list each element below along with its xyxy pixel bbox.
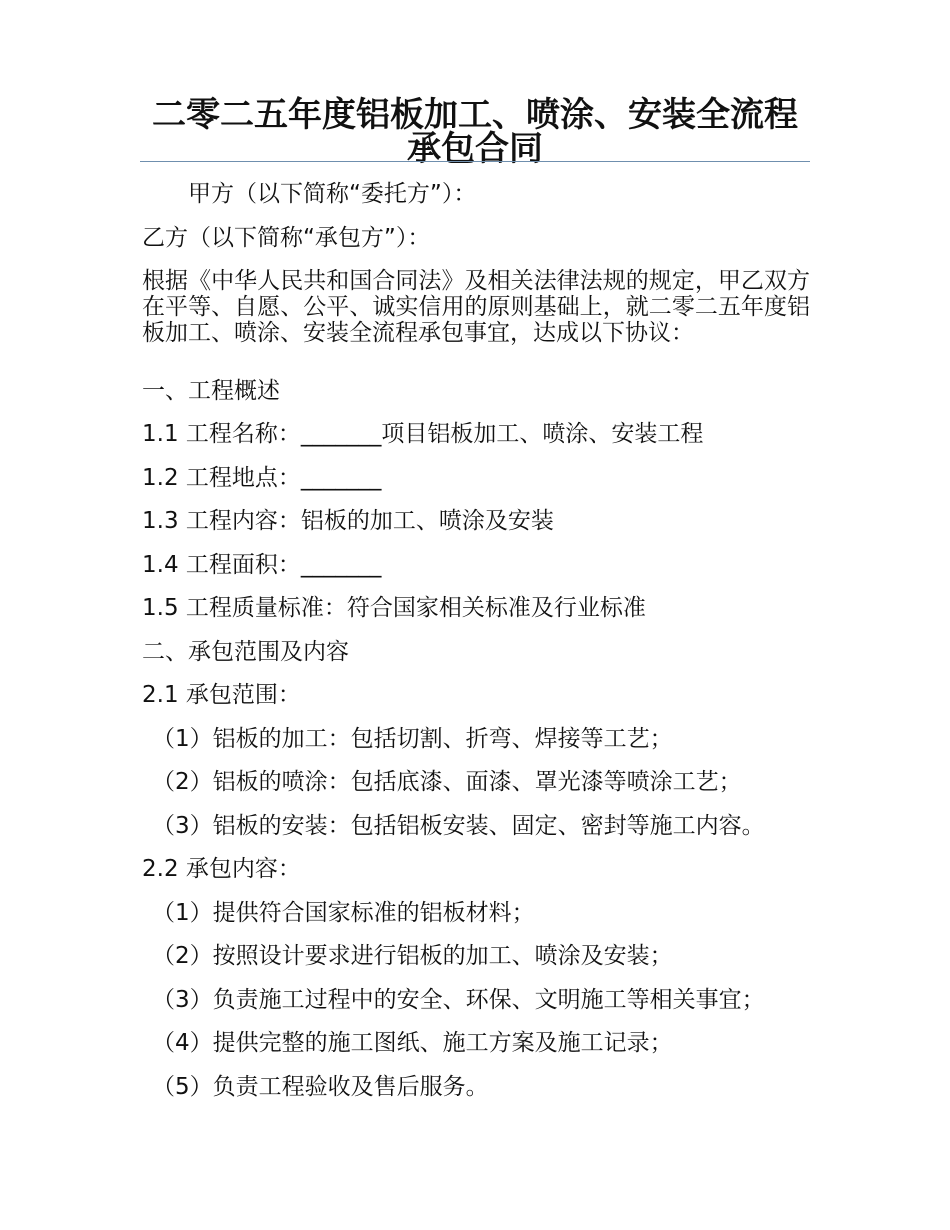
content-item: （1）提供符合国家标准的铝板材料； [152, 900, 535, 926]
content-item: （4）提供完整的施工图纸、施工方案及施工记录； [152, 1030, 673, 1056]
content-item: （2）按照设计要求进行铝板的加工、喷涂及安装； [152, 943, 673, 969]
preamble-paragraph: 根据《中华人民共和国合同法》及相关法律法规的规定，甲乙双方在平等、自愿、公平、诚实信用的原则基础上，就二零二五年度铝板加工、喷涂、安装全流程承包事宜，达成以下协议： [142, 268, 810, 346]
section1-item: 1.4 工程面积：_______ [142, 552, 382, 578]
scope-item: （1）铝板的加工：包括切割、折弯、焊接等工艺； [152, 726, 673, 752]
content-item: （3）负责施工过程中的安全、环保、文明施工等相关事宜； [152, 987, 765, 1013]
title-underline [140, 161, 810, 162]
section1-item: 1.3 工程内容：铝板的加工、喷涂及安装 [142, 508, 554, 534]
scope-item: （2）铝板的喷涂：包括底漆、面漆、罩光漆等喷涂工艺； [152, 769, 742, 795]
section1-item: 1.2 工程地点：_______ [142, 465, 382, 491]
content-heading: 2.2 承包内容： [142, 856, 301, 882]
section1-item: 1.5 工程质量标准：符合国家相关标准及行业标准 [142, 595, 646, 621]
section2-heading: 二、承包范围及内容 [142, 639, 349, 665]
section1-item: 1.1 工程名称：_______项目铝板加工、喷涂、安装工程 [142, 421, 704, 447]
party-a-line: 甲方（以下简称“委托方”）： [188, 181, 477, 207]
scope-heading: 2.1 承包范围： [142, 682, 301, 708]
content-item: （5）负责工程验收及售后服务。 [152, 1074, 489, 1100]
contract-title: 二零二五年度铝板加工、喷涂、安装全流程承包合同 [152, 95, 798, 169]
section1-heading: 一、工程概述 [142, 378, 280, 404]
scope-item: （3）铝板的安装：包括铝板安装、固定、密封等施工内容。 [152, 813, 765, 839]
party-b-line: 乙方（以下简称“承包方”）： [142, 225, 431, 251]
